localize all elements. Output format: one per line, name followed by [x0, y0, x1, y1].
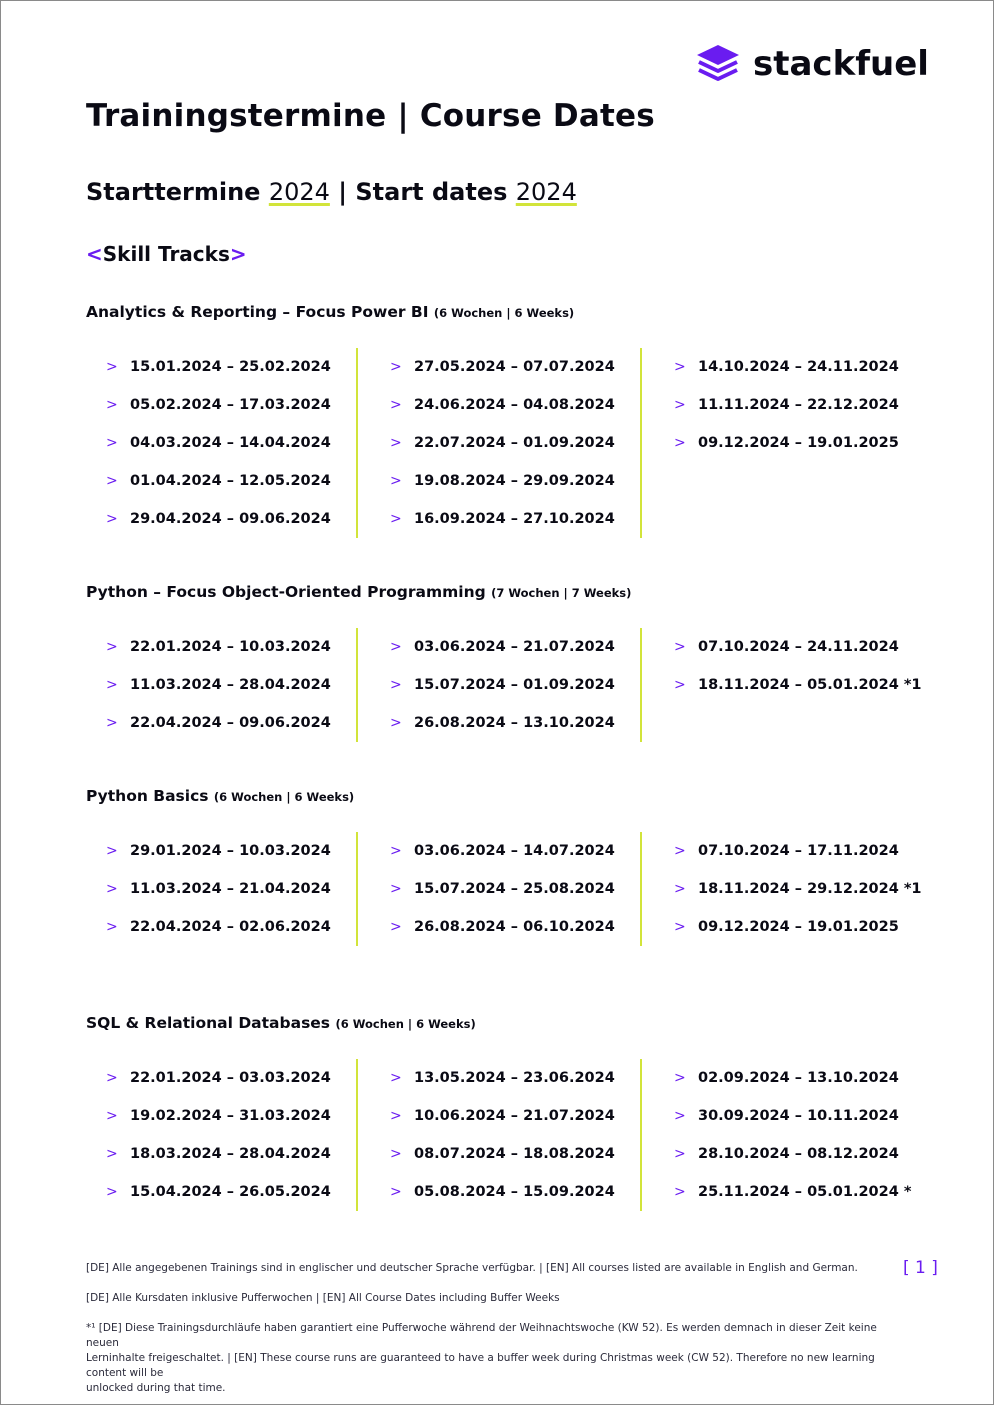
- date-row: [86, 1059, 356, 1097]
- chevron-right-icon: >: [106, 1108, 118, 1124]
- footnote-line: unlocked during that time.: [86, 1382, 226, 1394]
- date-row: [654, 386, 924, 424]
- date-row: [370, 628, 640, 666]
- date-range: 15.01.2024 – 25.02.2024: [130, 359, 331, 375]
- date-column: [86, 1059, 358, 1211]
- date-row: [370, 870, 640, 908]
- chevron-right-icon: >: [674, 881, 686, 897]
- section-name: Python Basics: [86, 787, 209, 805]
- date-range: 19.02.2024 – 31.03.2024: [130, 1108, 331, 1124]
- date-column: [86, 348, 358, 538]
- language-note: [DE] Alle angegebenen Trainings sind in englischer und deutscher Sprache verfügbar. | [EN] All courses listed are available in English and German.: [86, 1262, 858, 1274]
- date-row: [654, 870, 924, 908]
- date-row: [654, 1097, 924, 1135]
- section-title-sql: [86, 1014, 476, 1032]
- date-range: 02.09.2024 – 13.10.2024: [698, 1070, 899, 1086]
- footnote-line: *¹ [DE] Diese Trainingsdurchläufe haben garantiert eine Pufferwoche während der Weihnachtswoche (KW 52). Es werden demnach in dieser Zeit keine neuen: [86, 1322, 877, 1349]
- date-row: [86, 870, 356, 908]
- chevron-right-icon: >: [390, 397, 402, 413]
- date-column: [86, 832, 358, 946]
- chevron-right-icon: >: [106, 677, 118, 693]
- date-range: 16.09.2024 – 27.10.2024: [414, 511, 615, 527]
- date-range: 22.04.2024 – 02.06.2024: [130, 919, 331, 935]
- section-title-analytics: [86, 303, 574, 321]
- chevron-right-icon: >: [390, 639, 402, 655]
- date-range: 09.12.2024 – 19.01.2025: [698, 919, 899, 935]
- page-number: [ 1 ]: [903, 1258, 938, 1278]
- date-range: 18.11.2024 – 05.01.2024 *1: [698, 677, 922, 693]
- date-range: 07.10.2024 – 24.11.2024: [698, 639, 899, 655]
- date-range: 15.04.2024 – 26.05.2024: [130, 1184, 331, 1200]
- date-range: 15.07.2024 – 01.09.2024: [414, 677, 615, 693]
- date-row: [370, 1059, 640, 1097]
- chevron-right-icon: >: [106, 1184, 118, 1200]
- date-row: [86, 1135, 356, 1173]
- chevron-right-icon: >: [674, 1108, 686, 1124]
- date-range: 18.03.2024 – 28.04.2024: [130, 1146, 331, 1162]
- date-row: [654, 1059, 924, 1097]
- date-row: [654, 424, 924, 462]
- chevron-right-icon: >: [106, 435, 118, 451]
- chevron-right-icon: >: [390, 1108, 402, 1124]
- chevron-right-icon: >: [390, 435, 402, 451]
- start-dates-heading: [86, 178, 577, 206]
- date-row: [654, 1135, 924, 1173]
- date-row: [370, 832, 640, 870]
- date-range: 22.01.2024 – 10.03.2024: [130, 639, 331, 655]
- section-title-python-basics: [86, 787, 354, 805]
- date-range: 11.11.2024 – 22.12.2024: [698, 397, 899, 413]
- skill-tracks-label: Skill Tracks: [102, 242, 230, 266]
- logo-text: stackfuel: [753, 44, 929, 84]
- date-row: [370, 1097, 640, 1135]
- chevron-right-icon: >: [390, 1146, 402, 1162]
- date-range: 22.04.2024 – 09.06.2024: [130, 715, 331, 731]
- date-row: [370, 704, 640, 742]
- chevron-right-icon: >: [390, 473, 402, 489]
- chevron-right-icon: >: [674, 435, 686, 451]
- chevron-right-icon: >: [106, 919, 118, 935]
- date-column: [86, 628, 358, 742]
- date-row: [654, 832, 924, 870]
- section-duration: (6 Wochen | 6 Weeks): [433, 306, 575, 320]
- date-range: 03.06.2024 – 14.07.2024: [414, 843, 615, 859]
- date-row: [370, 386, 640, 424]
- section-name: Python – Focus Object-Oriented Programming: [86, 583, 486, 601]
- date-column: [370, 628, 642, 742]
- close-bracket: >: [229, 242, 247, 266]
- date-row: [86, 500, 356, 538]
- date-range: 14.10.2024 – 24.11.2024: [698, 359, 899, 375]
- date-row: [370, 666, 640, 704]
- date-row: [86, 348, 356, 386]
- date-range: 10.06.2024 – 21.07.2024: [414, 1108, 615, 1124]
- date-range: 18.11.2024 – 29.12.2024 *1: [698, 881, 922, 897]
- chevron-right-icon: >: [674, 843, 686, 859]
- date-range: 27.05.2024 – 07.07.2024: [414, 359, 615, 375]
- subtitle-de: Starttermine: [86, 178, 269, 206]
- page-title: Trainingstermine | Course Dates: [86, 98, 655, 134]
- chevron-right-icon: >: [390, 1184, 402, 1200]
- chevron-right-icon: >: [390, 881, 402, 897]
- date-row: [86, 424, 356, 462]
- chevron-right-icon: >: [106, 1070, 118, 1086]
- date-range: 11.03.2024 – 28.04.2024: [130, 677, 331, 693]
- chevron-right-icon: >: [390, 1070, 402, 1086]
- chevron-right-icon: >: [674, 677, 686, 693]
- date-row: [86, 832, 356, 870]
- date-range: 13.05.2024 – 23.06.2024: [414, 1070, 615, 1086]
- chevron-right-icon: >: [674, 1184, 686, 1200]
- date-row: [654, 628, 924, 666]
- chevron-right-icon: >: [106, 397, 118, 413]
- date-range: 07.10.2024 – 17.11.2024: [698, 843, 899, 859]
- date-range: 19.08.2024 – 29.09.2024: [414, 473, 615, 489]
- christmas-footnote: [86, 1321, 906, 1396]
- subtitle-separator: |: [329, 178, 356, 206]
- date-row: [654, 1173, 924, 1211]
- date-range: 09.12.2024 – 19.01.2025: [698, 435, 899, 451]
- chevron-right-icon: >: [106, 639, 118, 655]
- chevron-right-icon: >: [674, 919, 686, 935]
- date-range: 05.08.2024 – 15.09.2024: [414, 1184, 615, 1200]
- date-row: [654, 666, 924, 704]
- date-row: [370, 908, 640, 946]
- open-bracket: <: [86, 242, 103, 266]
- date-row: [370, 500, 640, 538]
- date-range: 24.06.2024 – 04.08.2024: [414, 397, 615, 413]
- date-range: 05.02.2024 – 17.03.2024: [130, 397, 331, 413]
- footnote-line: Lerninhalte freigeschaltet. | [EN] These course runs are guaranteed to have a buffer week during Christmas week (CW 52). Therefore no new learning content will be: [86, 1352, 875, 1379]
- chevron-right-icon: >: [390, 843, 402, 859]
- section-name: SQL & Relational Databases: [86, 1014, 331, 1032]
- chevron-right-icon: >: [106, 715, 118, 731]
- date-column: [654, 832, 924, 946]
- date-column: [370, 348, 642, 538]
- date-row: [654, 908, 924, 946]
- subtitle-year-en: 2024: [515, 178, 577, 206]
- date-range: 22.07.2024 – 01.09.2024: [414, 435, 615, 451]
- date-row: [370, 1135, 640, 1173]
- date-column: [654, 348, 924, 462]
- date-row: [654, 348, 924, 386]
- date-range: 04.03.2024 – 14.04.2024: [130, 435, 331, 451]
- date-range: 26.08.2024 – 06.10.2024: [414, 919, 615, 935]
- buffer-note: [DE] Alle Kursdaten inklusive Pufferwochen | [EN] All Course Dates including Buffer Weeks: [86, 1292, 560, 1304]
- date-row: [86, 462, 356, 500]
- chevron-right-icon: >: [674, 1146, 686, 1162]
- layers-logo-icon: [695, 43, 741, 85]
- date-range: 01.04.2024 – 12.05.2024: [130, 473, 331, 489]
- date-range: 29.04.2024 – 09.06.2024: [130, 511, 331, 527]
- skill-tracks-heading: [86, 242, 247, 266]
- date-column: [654, 1059, 924, 1211]
- date-column: [654, 628, 924, 704]
- date-row: [86, 1173, 356, 1211]
- date-range: 08.07.2024 – 18.08.2024: [414, 1146, 615, 1162]
- subtitle-en: Start dates: [355, 178, 516, 206]
- date-range: 28.10.2024 – 08.12.2024: [698, 1146, 899, 1162]
- date-range: 29.01.2024 – 10.03.2024: [130, 843, 331, 859]
- chevron-right-icon: >: [390, 677, 402, 693]
- date-range: 25.11.2024 – 05.01.2024 *: [698, 1184, 912, 1200]
- date-range: 22.01.2024 – 03.03.2024: [130, 1070, 331, 1086]
- date-row: [370, 462, 640, 500]
- date-row: [370, 348, 640, 386]
- chevron-right-icon: >: [390, 359, 402, 375]
- stackfuel-logo: [695, 42, 929, 86]
- date-column: [370, 832, 642, 946]
- date-row: [370, 1173, 640, 1211]
- chevron-right-icon: >: [106, 359, 118, 375]
- date-range: 26.08.2024 – 13.10.2024: [414, 715, 615, 731]
- date-range: 11.03.2024 – 21.04.2024: [130, 881, 331, 897]
- subtitle-year-de: 2024: [268, 178, 330, 206]
- date-column: [370, 1059, 642, 1211]
- date-row: [86, 386, 356, 424]
- chevron-right-icon: >: [106, 843, 118, 859]
- chevron-right-icon: >: [106, 881, 118, 897]
- date-row: [86, 908, 356, 946]
- date-row: [370, 424, 640, 462]
- section-duration: (7 Wochen | 7 Weeks): [491, 586, 632, 600]
- date-range: 30.09.2024 – 10.11.2024: [698, 1108, 899, 1124]
- date-row: [86, 704, 356, 742]
- date-row: [86, 628, 356, 666]
- chevron-right-icon: >: [106, 473, 118, 489]
- chevron-right-icon: >: [674, 397, 686, 413]
- chevron-right-icon: >: [674, 1070, 686, 1086]
- section-title-python-oop: [86, 583, 631, 601]
- date-range: 15.07.2024 – 25.08.2024: [414, 881, 615, 897]
- section-name: Analytics & Reporting – Focus Power BI: [86, 303, 429, 321]
- date-row: [86, 1097, 356, 1135]
- chevron-right-icon: >: [106, 1146, 118, 1162]
- chevron-right-icon: >: [390, 511, 402, 527]
- chevron-right-icon: >: [390, 715, 402, 731]
- section-duration: (6 Wochen | 6 Weeks): [213, 790, 355, 804]
- chevron-right-icon: >: [106, 511, 118, 527]
- chevron-right-icon: >: [674, 639, 686, 655]
- date-row: [86, 666, 356, 704]
- date-range: 03.06.2024 – 21.07.2024: [414, 639, 615, 655]
- chevron-right-icon: >: [674, 359, 686, 375]
- section-duration: (6 Wochen | 6 Weeks): [335, 1017, 476, 1031]
- chevron-right-icon: >: [390, 919, 402, 935]
